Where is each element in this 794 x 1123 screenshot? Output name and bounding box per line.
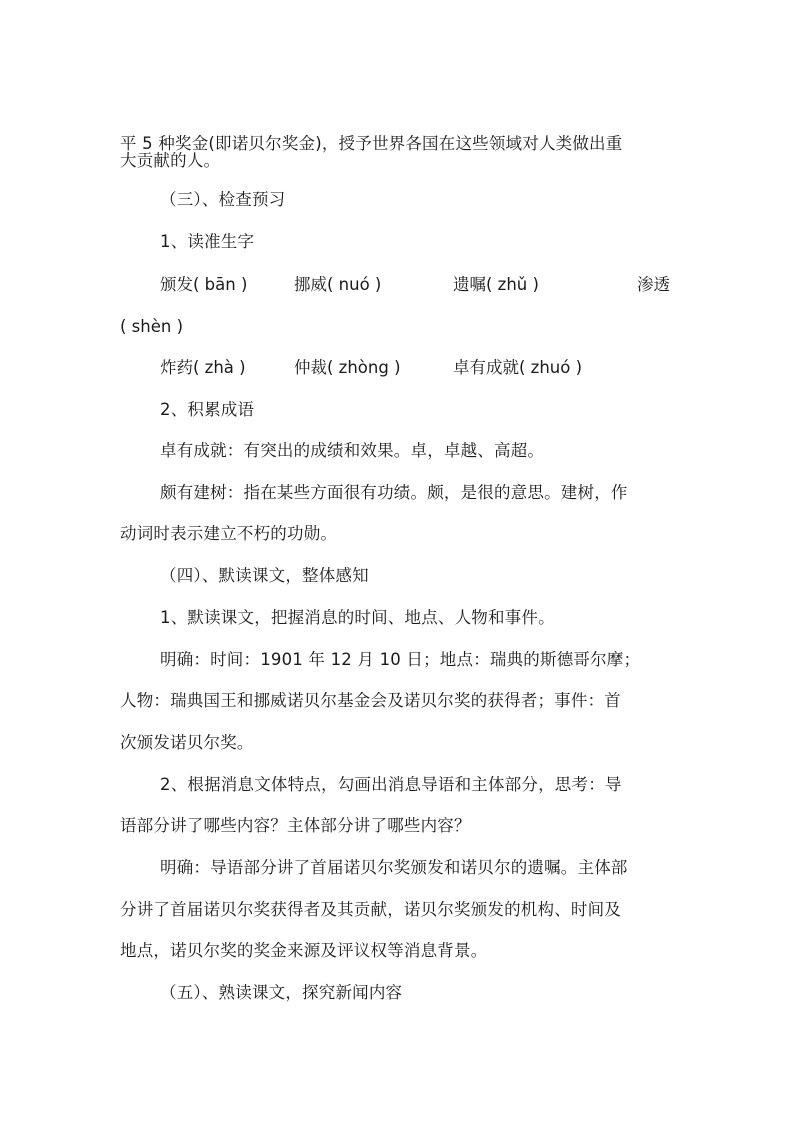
pinyin-item: 炸药( zhà ) [160,358,246,377]
paragraph-line: 卓有成就：有突出的成绩和效果。卓，卓越、高超。 [160,441,545,460]
pinyin-item: 卓有成就( zhuó ) [453,358,583,377]
paragraph-line: 地点，诺贝尔奖的奖金来源及评议权等消息背景。 [120,941,488,960]
paragraph-line: 平 5 种奖金(即诺贝尔奖金)，授予世界各国在这些领域对人类做出重 [120,134,623,153]
pinyin-item: 颁发( bān ) [160,275,248,294]
paragraph-line: 明确：导语部分讲了首届诺贝尔奖颁发和诺贝尔的遗嘱。主体部 [160,858,628,877]
pinyin-item: 仲裁( zhòng ) [294,358,401,377]
paragraph-line: 2、根据消息文体特点，勾画出消息导语和主体部分，思考：导 [160,775,622,794]
paragraph-line: 动词时表示建立不朽的功勋。 [120,524,338,543]
section-heading: （四）、默读课文，整体感知 [160,566,369,585]
paragraph-line: 人物：瑞典国王和挪威诺贝尔基金会及诺贝尔奖的获得者；事件：首 [120,691,621,710]
section-heading: （五）、熟读课文，探究新闻内容 [160,983,403,1002]
paragraph-line: 语部分讲了哪些内容？主体部分讲了哪些内容？ [120,816,471,835]
pinyin-item: 挪威( nuó ) [294,275,382,294]
paragraph-line: 分讲了首届诺贝尔奖获得者及其贡献，诺贝尔奖颁发的机构、时间及 [120,900,621,919]
pinyin-item: 遗嘱( zhǔ ) [453,275,539,294]
pinyin-item: ( shèn ) [120,317,184,336]
pinyin-item: 渗透 [637,275,670,294]
sub-heading: 1、读准生字 [160,232,255,251]
paragraph-line: 次颁发诺贝尔奖。 [120,733,254,752]
paragraph-line: 大贡献的人。 [120,151,221,170]
paragraph-line: 颇有建树：指在某些方面很有功绩。颇，是很的意思。建树，作 [160,483,628,502]
section-heading: （三）、检查预习 [160,190,286,209]
pinyin-row-2 [0,317,794,337]
sub-heading: 2、积累成语 [160,400,255,419]
paragraph-line: 1、默读课文，把握消息的时间、地点、人物和事件。 [160,608,555,627]
paragraph-line: 明确：时间：1901 年 12 月 10 日；地点：瑞典的斯德哥尔摩； [160,650,641,669]
pinyin-row-1 [0,275,794,295]
pinyin-row-3 [0,358,794,378]
